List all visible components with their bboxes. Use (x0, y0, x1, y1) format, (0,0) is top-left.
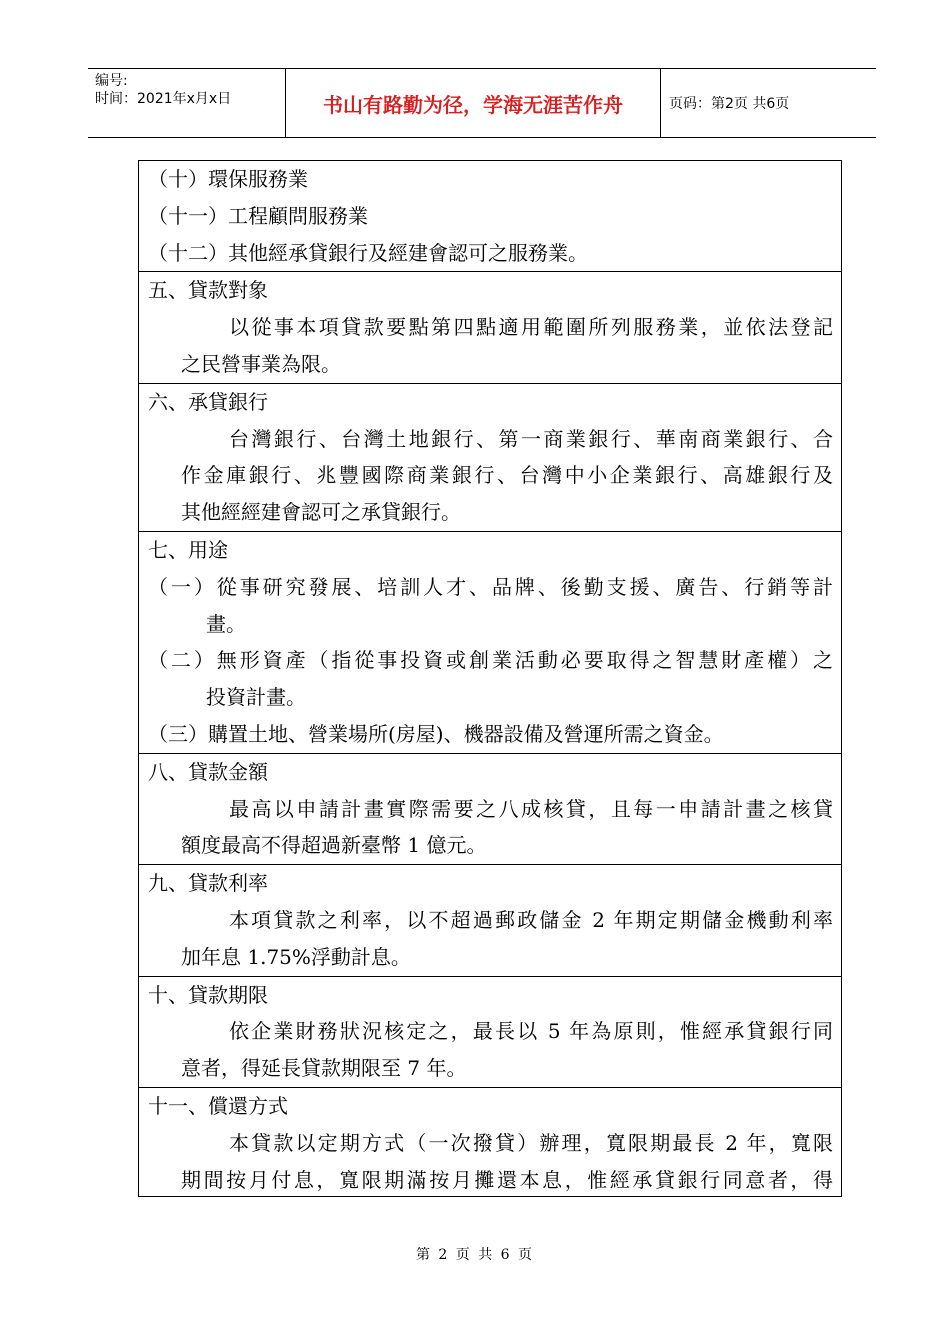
number-label: 编号: (95, 73, 128, 89)
section-line: 七、用途 (148, 537, 228, 562)
text-line: 其他經經建會認可之承貸銀行。 (181, 500, 461, 525)
table-section (139, 161, 841, 272)
section-line: 八、貸款金額 (148, 759, 268, 784)
text-line: 意者，得延長貸款期限至 7 年。 (181, 1056, 467, 1081)
text-line: 台灣銀行、台灣土地銀行、第一商業銀行、華南商業銀行、合 (229, 426, 833, 451)
section-line: 十一、償還方式 (148, 1093, 288, 1118)
text-line: 加年息 1.75%浮動計息。 (181, 944, 411, 969)
section-line: 九、貸款利率 (148, 871, 268, 896)
page-header (88, 68, 876, 138)
table-section (139, 865, 841, 976)
table-section (139, 977, 841, 1088)
text-line: 本項貸款之利率，以不超過郵政儲金 2 年期定期儲金機動利率 (229, 907, 833, 932)
table-section (139, 754, 841, 865)
table-section (139, 1088, 841, 1198)
section-line: 五、貸款對象 (148, 278, 268, 303)
header-page-label: 页码：第2页 共6页 (669, 96, 790, 112)
text-line: 以從事本項貸款要點第四點適用範圍所列服務業，並依法登記 (229, 315, 833, 340)
text-line: （二）無形資產（指從事投資或創業活動必要取得之智慧財產權）之 (148, 648, 833, 673)
table-section (139, 384, 841, 532)
table-section (139, 272, 841, 383)
section-line: （十）環保服務業 (148, 167, 308, 191)
text-line: 之民營事業為限。 (181, 351, 341, 376)
page-footer: 第 2 页 共 6 页 (415, 1247, 535, 1263)
text-line: 投資計畫。 (206, 685, 306, 710)
section-line: 十、貸款期限 (148, 982, 268, 1007)
section-line: 六、承貸銀行 (148, 389, 268, 414)
text-line: （三）購置土地、營業場所(房屋)、機器設備及營運所需之資金。 (148, 721, 724, 746)
header-meta (88, 69, 286, 137)
text-line: （十二）其他經承貸銀行及經建會認可之服務業。 (148, 240, 588, 265)
time-label: 时间：2021年x月x日 (95, 91, 232, 107)
text-line: 作金庫銀行、兆豐國際商業銀行、台灣中小企業銀行、高雄銀行及 (181, 463, 833, 488)
text-line: 依企業財務狀況核定之，最長以 5 年為原則，惟經承貸銀行同 (229, 1019, 833, 1044)
header-slogan: 书山有路勤为径，学海无涯苦作舟 (286, 69, 661, 137)
table-section (139, 532, 841, 754)
text-line: （十一）工程顧問服務業 (148, 203, 368, 228)
text-line: 額度最高不得超過新臺幣 1 億元。 (181, 833, 487, 858)
text-line: 期間按月付息，寬限期滿按月攤還本息，惟經承貸銀行同意者，得 (181, 1167, 833, 1192)
text-line: 最高以申請計畫實際需要之八成核貸，且每一申請計畫之核貸 (229, 796, 833, 821)
text-line: （一）從事研究發展、培訓人才、品牌、後勤支援、廣告、行銷等計 (148, 574, 833, 599)
content-table (138, 160, 842, 1197)
text-line: 本貸款以定期方式（一次撥貸）辦理，寬限期最長 2 年，寬限 (229, 1130, 833, 1155)
text-line: 畫。 (206, 611, 246, 636)
